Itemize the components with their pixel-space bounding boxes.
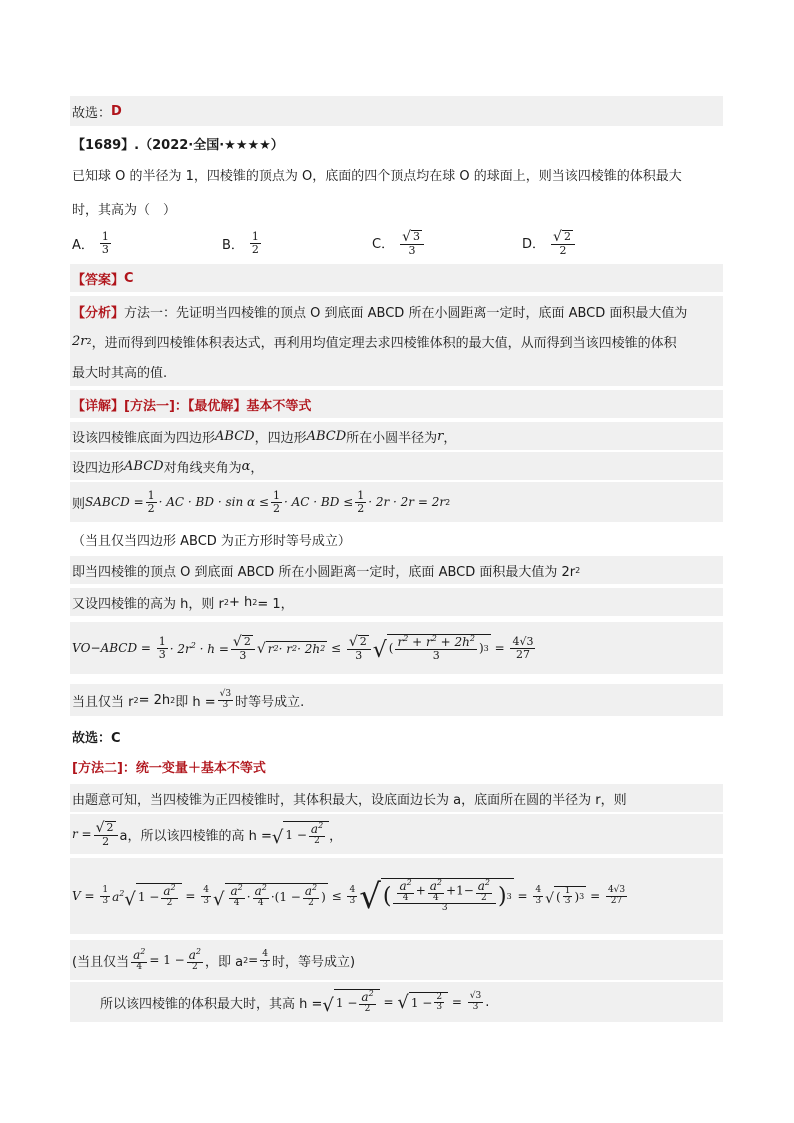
- detail-header: [70, 390, 723, 418]
- option-d[interactable]: D． √ 2 2: [522, 230, 672, 257]
- detail-step-5: 即当四棱锥的顶点 O 到底面 ABCD 所在小圆距离一定时，底面 ABCD 面积最大值为 2r 2: [70, 556, 723, 584]
- problem-header: [70, 130, 723, 156]
- detail-step-4: （当且仅当四边形 ABCD 为正方形时等号成立）: [72, 533, 351, 549]
- detail-step-3: 则 S ABCD = $\frac{1}{2}$ · AC · BD · sin α ≤ $\frac{1}{2}$ · AC · BD ≤ $\frac{1}{2}$ · 2r · 2r = 2r 2: [70, 482, 723, 522]
- option-c[interactable]: C． √ 3 3: [372, 230, 522, 257]
- analysis-text-3: 最大时其高的值.: [72, 365, 168, 381]
- analysis-text-1: 方法一：先证明当四棱锥的顶点 O 到底面 ABCD 所在小圆距离一定时，底面 ABCD 面积最大值为: [124, 305, 688, 321]
- conclusion-label: 故选：: [72, 105, 112, 121]
- problem-stem-line-2: [70, 194, 723, 222]
- method1-title: [方法一]：【最优解】基本不等式: [124, 398, 312, 414]
- analysis-label: 【分析】: [72, 305, 125, 321]
- method2-step-4: (当且仅当 $\frac{a^2}{4}$ = 1 − $\frac{a^2}{2}$ ，即 a 2 = $\frac{4}{3}$ 时，等号成立): [70, 940, 723, 980]
- detail-step-8: 当且仅当 r 2 = 2h 2 即 h = $\frac{√3}{3}$ 时等号成立.: [70, 684, 723, 716]
- detail-step-6: 又设四棱锥的高为 h，则 r 2 + h 2 = 1，: [70, 588, 723, 616]
- detail-step-2: 设四边形 ABCD 对角线夹角为 α ，: [70, 452, 723, 480]
- analysis-line-1: [70, 296, 723, 326]
- method2-step-1: 由题意可知，当四棱锥为正四棱锥时，其体积最大，设底面边长为 a，底面所在圆的半径为 r，则: [70, 784, 723, 812]
- answer-line: [70, 264, 723, 292]
- method2-step-5: 所以该四棱锥的体积最大时，其高 h = √ 1 − $\frac{a^2}{2}$ = √ 1 − $\frac{2}{3}$ = $\frac{√3}{3}$ .: [70, 982, 723, 1022]
- detail-step-7-volume: V O−ABCD = $\frac{1}{3}$ · $2r^2 \cdot h$ = √ 2 3 √ r 2 · r 2 · 2h 2 ≤ √ 2 3 √ ( $\frac{r^2 + r^2 + 2h^2}{3}$ ) 3 = $\frac{4√3}{27}$: [70, 622, 723, 674]
- problem-stem-1: 已知球 O 的半径为 1，四棱锥的顶点为 O，底面的四个顶点均在球 O 的球面上，则当该四棱锥的体积最大: [72, 168, 682, 184]
- analysis-line-2: 2r 2 ，进而得到四棱锥体积表达式，再利用均值定理去求四棱锥体积的最大值，从而得到当该四棱锥的体积: [70, 326, 723, 356]
- method1-conclusion: 故选：C: [72, 730, 121, 746]
- answer-value: C: [124, 270, 134, 286]
- method2-header: [70, 752, 723, 780]
- analysis-line-3: [70, 356, 723, 386]
- answer-label: 【答案】: [72, 272, 125, 288]
- previous-conclusion: [70, 96, 723, 126]
- conclusion-answer: D: [111, 103, 122, 119]
- problem-number: 【1689】.（2022·全国·★★★★）: [72, 137, 284, 153]
- method2-step-2: r = √ 2 2 a，所以该四棱锥的高 h = √ 1 − $\frac{a^2}{2}$ ，: [70, 814, 723, 854]
- option-b[interactable]: B． $\frac{1}{2}$: [222, 229, 259, 256]
- analysis-text-2: ，进而得到四棱锥体积表达式，再利用均值定理去求四棱锥体积的最大值，从而得到当该四棱锥的体积: [91, 335, 677, 351]
- detail-label: 【详解】: [72, 398, 125, 414]
- problem-stem-line-1: [70, 160, 723, 188]
- method2-title: [方法二]：统一变量＋基本不等式: [72, 760, 266, 776]
- method2-step-3-volume: V = $\frac{1}{3}$ $a^2$ √ 1 − $\frac{a^2}{2}$ = $\frac{4}{3}$ √ $\frac{a^2}{4}$ · $\frac{a^2}{4}$ ·(1 − $\frac{a^2}{2}$ ) ≤ $\frac{4}{3}$ √ ( $\frac{a^2}{4}$ + $\frac{a^2}{4}$ +1− $\frac{a^2}{2}$ 3 ) 3 = $\frac{4}{3}$ √ ( $\frac{1}{3}$ ) 3 = $\frac{4√3}{27}$: [70, 858, 723, 934]
- options-row: [70, 224, 723, 262]
- detail-step-1: 设该四棱锥底面为四边形 ABCD ，四边形 ABCD 所在小圆半径为 r ，: [70, 422, 723, 450]
- option-a[interactable]: A． $\frac{1}{3}$: [72, 229, 109, 256]
- problem-stem-2: 时，其高为（ ）: [72, 202, 177, 218]
